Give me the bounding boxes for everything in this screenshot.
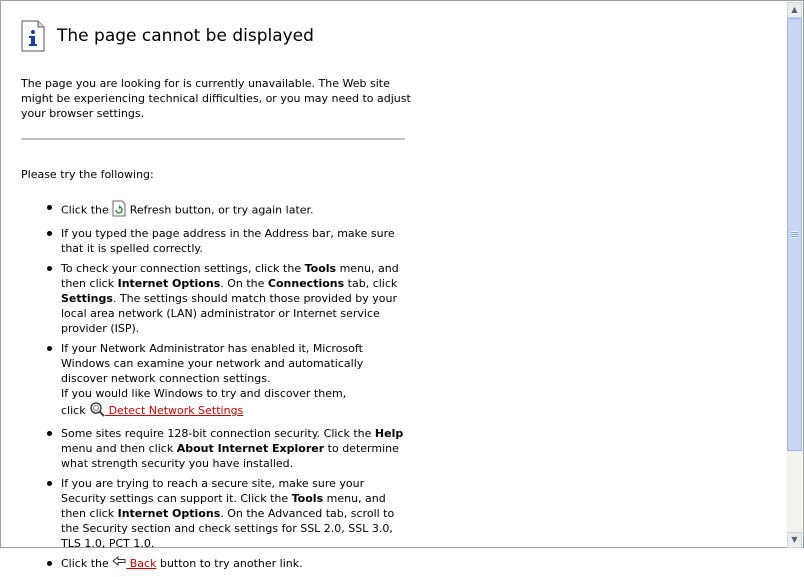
tip-refresh: Click the Refresh button, or try again later. (61, 200, 411, 221)
error-page (21, 17, 411, 577)
tips-list (21, 200, 411, 572)
divider (21, 138, 405, 140)
tip-security128: Some sites require 128-bit connection security. Click the Help menu and then click About Internet Explorer to determine what strength security you have installed. (61, 426, 411, 471)
chevron-up-icon: ▲ (791, 5, 798, 14)
intro-text: The page you are looking for is currently unavailable. The Web site might be experiencing technical difficulties, or you may need to adjust your browser settings. (21, 77, 411, 120)
try-heading: Please try the following: (21, 168, 154, 181)
title-row (21, 17, 411, 55)
info-document-icon (21, 20, 45, 52)
tip-secure-site: If you are trying to reach a secure site, make sure your Security settings can support it. Click the Tools menu, and then click Internet Options. On the Advanced tab, scroll to the Security section and check settings for SSL 2.0, SSL 3.0, TLS 1.0, PCT 1.0. (61, 476, 411, 551)
back-link[interactable]: Back (112, 557, 156, 570)
back-arrow-icon (112, 556, 126, 572)
scroll-down-button[interactable] (787, 532, 802, 548)
page-title: The page cannot be displayed (57, 26, 314, 46)
refresh-icon[interactable] (112, 200, 126, 221)
scroll-thumb[interactable] (787, 18, 802, 451)
tip-network: If your Network Administrator has enabled it, Microsoft Windows can examine your network and automatically discover network connection settings. If you would like Windows to try and discover them, click Detect Network Settings (61, 341, 411, 421)
grip-icon (791, 231, 798, 238)
scroll-up-button[interactable] (787, 2, 802, 18)
chevron-down-icon: ▼ (791, 535, 798, 544)
tip-back: Click the Back button to try another link. (61, 556, 411, 572)
tip-connection: To check your connection settings, click the Tools menu, and then click Internet Options. On the Connections tab, click Settings. The settings should match those provided by your local area network (LAN) administrator or Internet service provider (ISP). (61, 261, 411, 336)
detect-network-settings-link[interactable]: Detect Network Settings (89, 404, 243, 417)
tip-address: If you typed the page address in the Address bar, make sure that it is spelled correctly. (61, 226, 411, 256)
vertical-scrollbar[interactable] (787, 2, 802, 548)
magnifier-network-icon (89, 401, 105, 421)
